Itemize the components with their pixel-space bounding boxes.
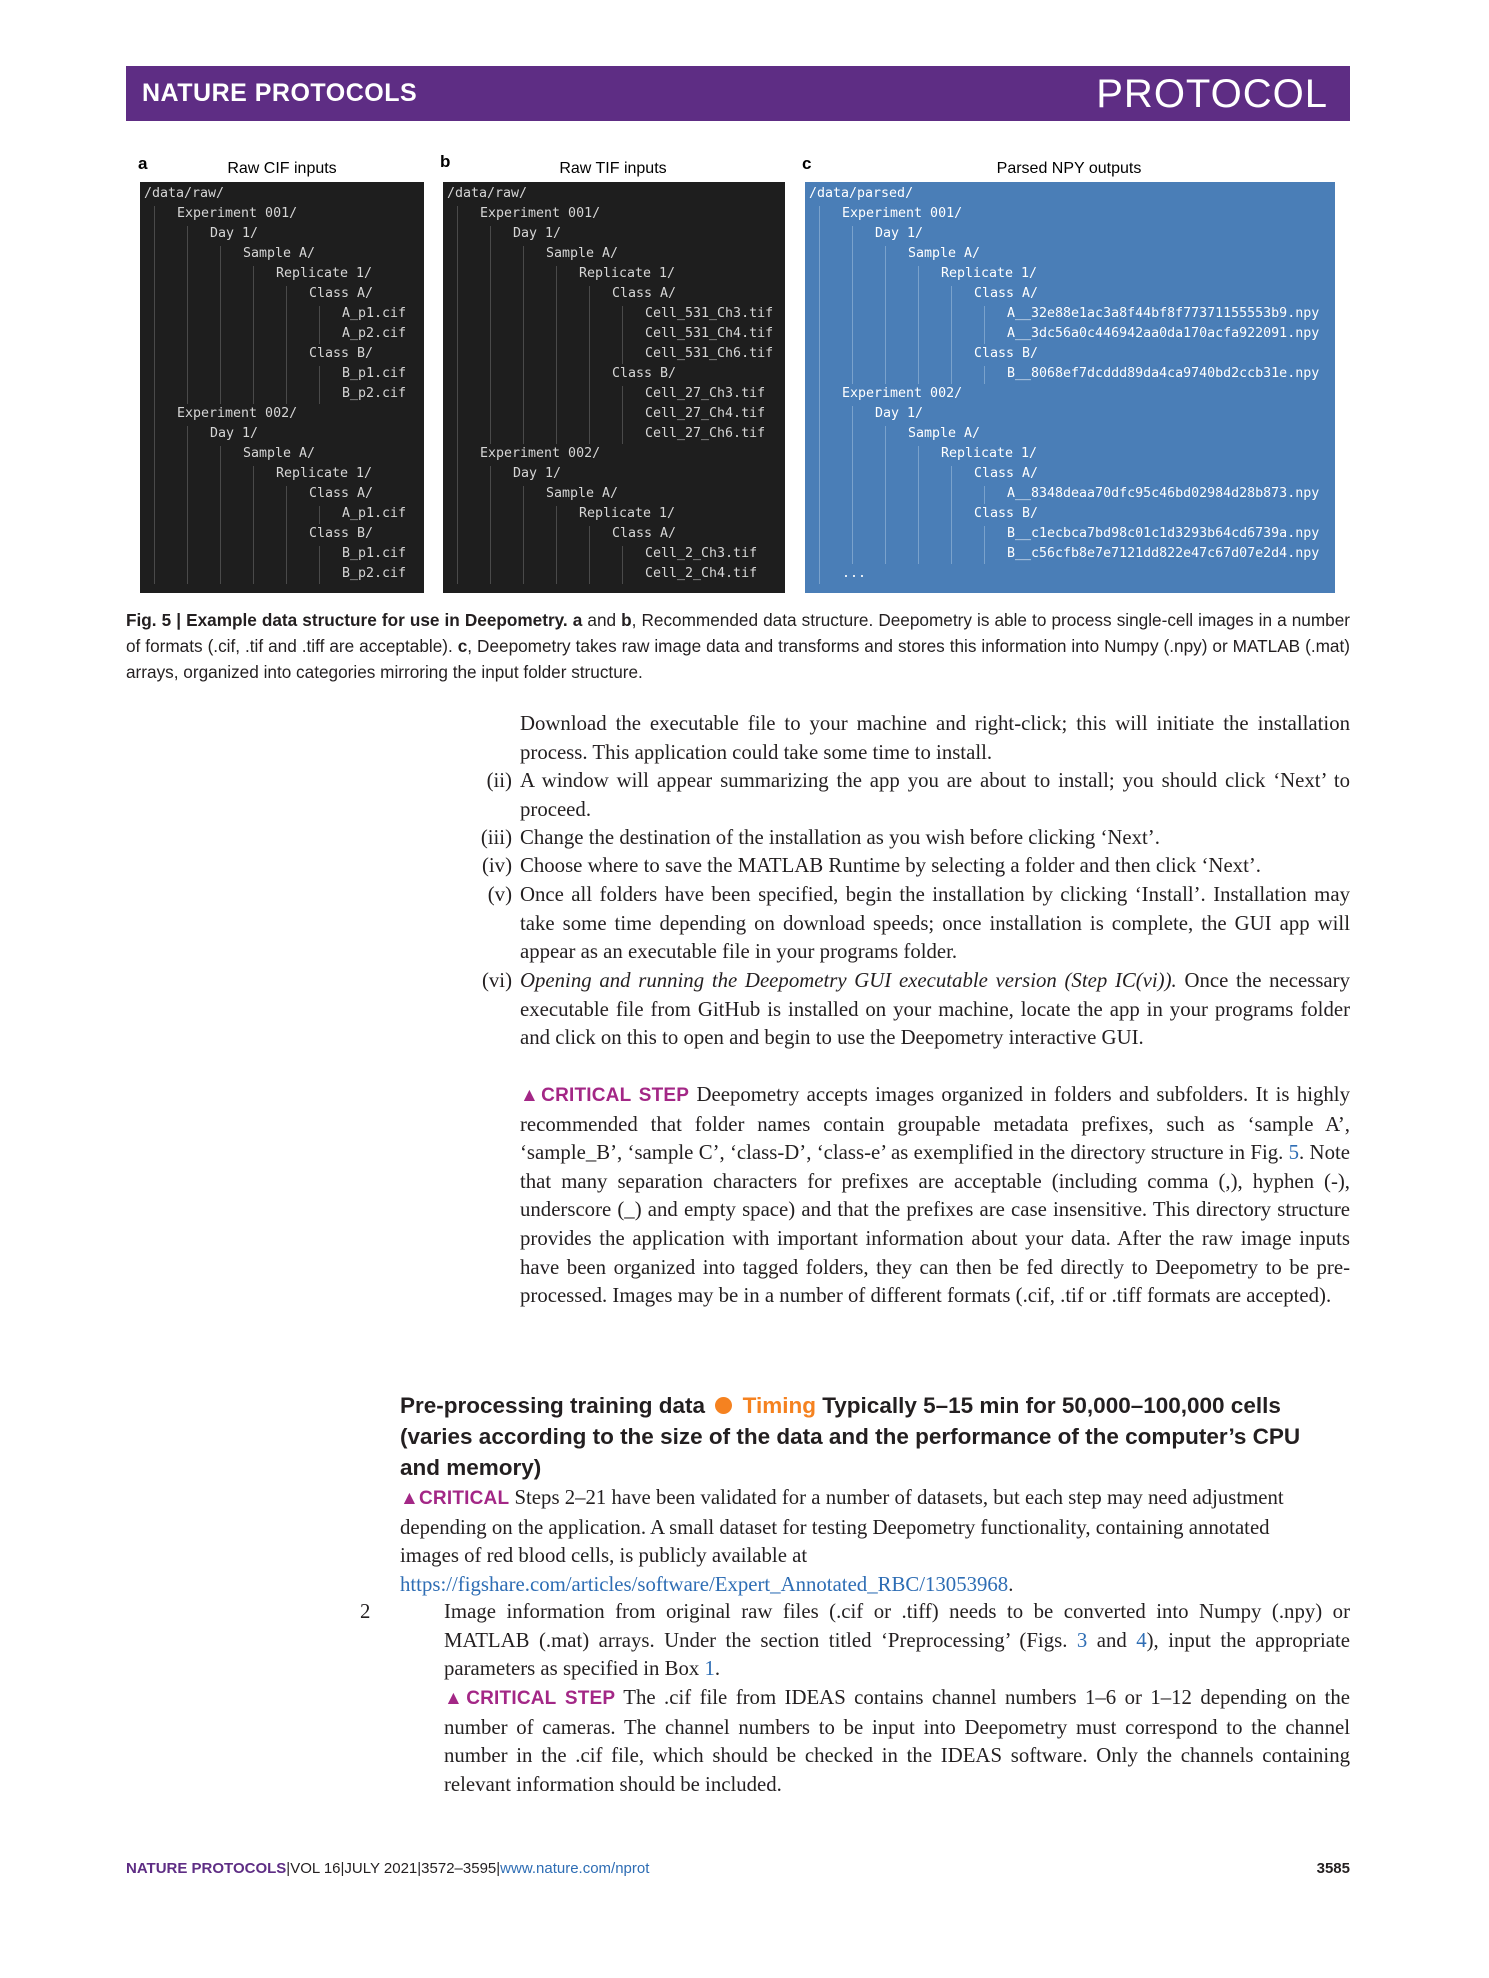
tree-line: B_p2.cif (342, 386, 407, 401)
critical-step-folders (520, 1081, 1350, 1311)
section-critical-text: Steps 2–21 have been validated for a number of datasets, but each step may need adjustment depending on the application. A small dataset for testing Deepometry functionality, containing annotated images of red blood cells, is publicly available at (400, 1486, 1284, 1568)
panel-title-c: Parsed NPY outputs (996, 160, 1142, 177)
section-critical-end: . (1008, 1572, 1014, 1596)
footer-journal: NATURE PROTOCOLS (126, 1860, 287, 1877)
article-type: PROTOCOL (1096, 72, 1328, 116)
tree-line: A__8348deaa70dfc95c46bd02984d28b873.npy (1007, 486, 1320, 501)
figure-3-link[interactable]: 3 (1076, 1628, 1088, 1652)
footer-volume: VOL 16 (290, 1860, 341, 1877)
page-footer (126, 1860, 1350, 1877)
caption-label: Fig. 5 | Example data structure for use in Deepometry. (126, 610, 568, 630)
footer-sep-3: | (417, 1860, 422, 1877)
tree-indent-guide (984, 306, 985, 344)
tree-line: Experiment 001/ (480, 206, 601, 221)
step-2-text-1: Image information from original raw files (.cif or .tiff) needs to be converted into Numpy (.npy) or MATLAB (.mat) arrays. Under the section titled ‘Preprocessing’ (Figs. (444, 1600, 1350, 1652)
tree-line: A_p2.cif (342, 326, 407, 341)
tree-indent-guide (187, 226, 188, 404)
figshare-link[interactable]: https://figshare.com/articles/software/Expert_Annotated_RBC/13053968 (400, 1572, 1009, 1596)
caption-ref-b: b (621, 610, 632, 630)
tree-line: Class B/ (974, 346, 1039, 361)
tree-line: Cell_531_Ch3.tif (645, 306, 774, 321)
tree-line: A_p1.cif (342, 506, 407, 521)
critical-step-text-2: . Note that many separation characters for prefixes are acceptable (including comma (,), hyphen (-), underscore (_) and empty space) and that the prefixes are case insensitive. This directory structure provides the application with important information about your data. After the raw image inputs have been organized into tagged folders, they can then be fed directly to Deepometry to be pre-processed. Images may be in a number of different formats (.cif, .tif or .tiff formats are accepted). (520, 1141, 1350, 1308)
step-number-v: (v) (487, 883, 512, 906)
panel-letter-a: a (138, 154, 148, 173)
section-title: Pre-processing training data (400, 1393, 706, 1418)
tree-line: Cell_27_Ch4.tif (645, 406, 766, 421)
tree-line: Sample A/ (243, 246, 316, 261)
tree-line: Day 1/ (875, 406, 924, 421)
tree-line: Replicate 1/ (579, 266, 676, 281)
tree-line: A__3dc56a0c446942aa0da170acfa922091.npy (1007, 326, 1320, 341)
tree-indent-guide (918, 446, 919, 564)
tree-indent-guide (885, 426, 886, 564)
step-text-2 (444, 1598, 1350, 1684)
caption-text-1: , Recommended data structure. Deepometry is able to process single-cell images in a number of formats (.cif, .tif and .tiff are acceptable). (126, 610, 1350, 656)
tree-line: Cell_531_Ch4.tif (645, 326, 774, 341)
journal-name: NATURE PROTOCOLS (142, 79, 418, 107)
tree-indent-guide (589, 526, 590, 584)
tree-indent-guide (523, 246, 524, 444)
tree-indent-guide (490, 226, 491, 444)
tree-indent-guide (984, 486, 985, 504)
tree-line: Cell_2_Ch3.tif (645, 546, 758, 561)
figure-caption (126, 607, 1350, 685)
tree-line: Experiment 002/ (177, 406, 298, 421)
step-text-v: Once all folders have been specified, begin the installation by clicking ‘Install’. Installation may take some time depending on download speeds; once installation is complete, the GUI app will appear as an executable file in your programs folder. (520, 883, 1350, 964)
tree-line: B__c1ecbca7bd98c01c1d3293b64cd6739a.npy (1007, 526, 1320, 541)
tree-indent-guide (319, 306, 320, 344)
step-intro-paragraph: Download the executable file to your machine and right-click; this will initiate the installation process. This application could take some time to install. (520, 712, 1350, 764)
tree-indent-guide (556, 266, 557, 444)
tree-indent-guide (556, 506, 557, 584)
step-text-vi (520, 967, 1350, 1053)
tree-line: Class B/ (612, 366, 677, 381)
tree-line: Experiment 002/ (842, 386, 963, 401)
step-number-ii: (ii) (486, 769, 512, 792)
step-2-and: and (1087, 1628, 1137, 1652)
terminal-panel-raw-cif (140, 182, 424, 593)
tree-line: /data/raw/ (144, 186, 225, 201)
tree-indent-guide (286, 486, 287, 584)
tree-line: Replicate 1/ (276, 266, 373, 281)
tree-line: Experiment 002/ (480, 446, 601, 461)
tree-line: Sample A/ (546, 246, 619, 261)
critical-step-channels-text: The .cif file from IDEAS contains channel numbers 1–6 or 1–12 depending on the number of cameras. The channel numbers to be input into Deepometry must correspond to the channel number in the .cif file, which should be checked in the IDEAS software. Only the channels containing relevant information should be included. (444, 1686, 1350, 1796)
page-number: 3585 (1316, 1860, 1350, 1877)
tree-indent-guide (984, 526, 985, 564)
caption-ref-a: a (572, 610, 583, 630)
step-number-iii: (iii) (480, 826, 512, 849)
tree-line: B_p2.cif (342, 566, 407, 581)
tree-line: B_p1.cif (342, 366, 407, 381)
tree-line: Class B/ (309, 526, 374, 541)
tree-line: Class A/ (309, 286, 374, 301)
figure-5-link[interactable]: 5 (1288, 1141, 1300, 1165)
tree-line: /data/raw/ (447, 186, 528, 201)
tree-line: Day 1/ (210, 226, 259, 241)
tree-indent-guide (319, 366, 320, 404)
tree-indent-guide (187, 426, 188, 584)
tree-line: Cell_2_Ch4.tif (645, 566, 758, 581)
tree-indent-guide (885, 246, 886, 384)
tree-line: Class A/ (612, 526, 677, 541)
tree-line: Class A/ (974, 286, 1039, 301)
tree-indent-guide (622, 306, 623, 364)
tree-indent-guide (984, 366, 985, 384)
tree-indent-guide (918, 266, 919, 384)
tree-line: B_p1.cif (342, 546, 407, 561)
tree-line: Class A/ (612, 286, 677, 301)
tree-indent-guide (319, 506, 320, 524)
timing-label: Timing (742, 1393, 816, 1418)
tree-line: Day 1/ (513, 466, 562, 481)
tree-line: A__32e88e1ac3a8f44bf8f77371155553b9.npy (1007, 306, 1320, 321)
tree-indent-guide (220, 446, 221, 584)
timing-dot-icon (715, 1397, 732, 1414)
tree-line: B__c56cfb8e7e7121dd822e47c67d07e2d4.npy (1007, 546, 1320, 561)
step-vi-body: Once the necessary executable file from GitHub is installed on your machine, locate the app in your programs folder and click on this to open and begin to use the Deepometry interactive GUI. (520, 969, 1350, 1050)
critical-step-text-1: Deepometry accepts images organized in folders and subfolders. It is highly recommended that folder names contain groupable metadata prefixes, such as ‘sample A’, ‘sample_B’, ‘sample C’, ‘class-D’, ‘class-e’ as exemplified in the directory structure in Fig. (520, 1083, 1350, 1165)
tree-line: Class B/ (974, 506, 1039, 521)
tree-line: Day 1/ (513, 226, 562, 241)
step-number-iv: (iv) (481, 854, 512, 877)
tree-line: Cell_531_Ch6.tif (645, 346, 774, 361)
tree-line: Sample A/ (546, 486, 619, 501)
tree-line: Class B/ (309, 346, 374, 361)
tree-indent-guide (286, 286, 287, 404)
panel-title-b: Raw TIF inputs (559, 160, 667, 177)
tree-indent-guide (253, 266, 254, 404)
tree-line: Cell_27_Ch3.tif (645, 386, 766, 401)
tree-line: Cell_27_Ch6.tif (645, 426, 766, 441)
tree-line: Replicate 1/ (579, 506, 676, 521)
step-number-vi: (vi) (481, 969, 512, 992)
tree-line: Experiment 001/ (177, 206, 298, 221)
tree-line: ... (842, 566, 867, 581)
figure-4-link[interactable]: 4 (1136, 1628, 1147, 1652)
tree-line: A_p1.cif (342, 306, 407, 321)
box-1-link[interactable]: 1 (704, 1657, 715, 1681)
tree-line: Class A/ (309, 486, 374, 501)
tree-indent-guide (622, 386, 623, 444)
terminal-panel-raw-tif (443, 182, 785, 593)
tree-indent-guide (589, 286, 590, 444)
step-text-iv: Choose where to save the MATLAB Runtime by selecting a folder and then click ‘Next’. (520, 854, 1261, 877)
panel-letter-b: b (440, 152, 451, 171)
timing-text: Typically 5–15 min for 50,000–100,000 cells (varies according to the size of the data and the performance of the computer’s CPU and memory) (400, 1393, 1301, 1480)
step-2-end: . (714, 1657, 721, 1681)
header-banner (126, 66, 1350, 121)
tree-indent-guide (622, 546, 623, 584)
step-vi-italic-title: Opening and running the Deepometry GUI executable version (Step IC(vi)). (520, 969, 1177, 992)
panel-letter-c: c (802, 154, 812, 173)
footer-date: JULY 2021 (344, 1860, 418, 1877)
tree-line: /data/parsed/ (809, 186, 914, 201)
tree-line: Day 1/ (210, 426, 259, 441)
critical-step-channels (444, 1684, 1350, 1799)
tree-line: Class A/ (974, 466, 1039, 481)
tree-line: B__8068ef7dcddd89da4ca9740bd2ccb31e.npy (1007, 366, 1320, 381)
section-critical-paragraph (400, 1484, 1320, 1599)
caption-ref-c: c (457, 636, 468, 656)
panel-title-a: Raw CIF inputs (227, 160, 337, 177)
tree-line: Replicate 1/ (941, 446, 1038, 461)
section-heading (400, 1390, 1330, 1483)
tree-line: Day 1/ (875, 226, 924, 241)
tree-indent-guide (951, 286, 952, 384)
tree-indent-guide (253, 466, 254, 584)
tree-indent-guide (457, 206, 458, 584)
tree-line: Replicate 1/ (276, 466, 373, 481)
tree-indent-guide (852, 406, 853, 564)
tree-line: Sample A/ (908, 246, 981, 261)
step-text-ii: A window will appear summarizing the app you are about to install; you should click ‘Next’ to proceed. (520, 769, 1350, 821)
tree-indent-guide (490, 466, 491, 584)
footer-pages: 3572–3595 (421, 1860, 497, 1877)
terminal-panel-parsed-npy (805, 182, 1335, 593)
step-text-iii: Change the destination of the installation as you wish before clicking ‘Next’. (520, 826, 1160, 849)
tree-line: Sample A/ (243, 446, 316, 461)
footer-sep-1: | (286, 1860, 291, 1877)
tree-indent-guide (523, 486, 524, 584)
footer-sep-2: | (340, 1860, 345, 1877)
tree-indent-guide (154, 206, 155, 584)
caption-and: and (582, 610, 622, 630)
critical-step-label: ▲CRITICAL STEP (520, 1085, 690, 1106)
step-2-text-2: ), input the appropriate parameters as specified in Box (444, 1628, 1350, 1681)
footer-url-link[interactable]: www.nature.com/nprot (500, 1860, 650, 1877)
critical-step-channels-label: ▲CRITICAL STEP (444, 1688, 616, 1709)
tree-indent-guide (852, 226, 853, 384)
tree-indent-guide (319, 546, 320, 584)
tree-line: Replicate 1/ (941, 266, 1038, 281)
footer-sep-4: | (496, 1860, 501, 1877)
caption-text-2: , Deepometry takes raw image data and transforms and stores this information into Numpy (.npy) or MATLAB (.mat) arrays, organized into categories mirroring the input folder structure. (126, 636, 1350, 682)
tree-indent-guide (951, 466, 952, 564)
section-critical-label: ▲CRITICAL (400, 1488, 510, 1509)
step-number-2: 2 (360, 1600, 371, 1623)
tree-line: Experiment 001/ (842, 206, 963, 221)
tree-indent-guide (819, 206, 820, 584)
tree-line: Sample A/ (908, 426, 981, 441)
tree-indent-guide (220, 246, 221, 404)
